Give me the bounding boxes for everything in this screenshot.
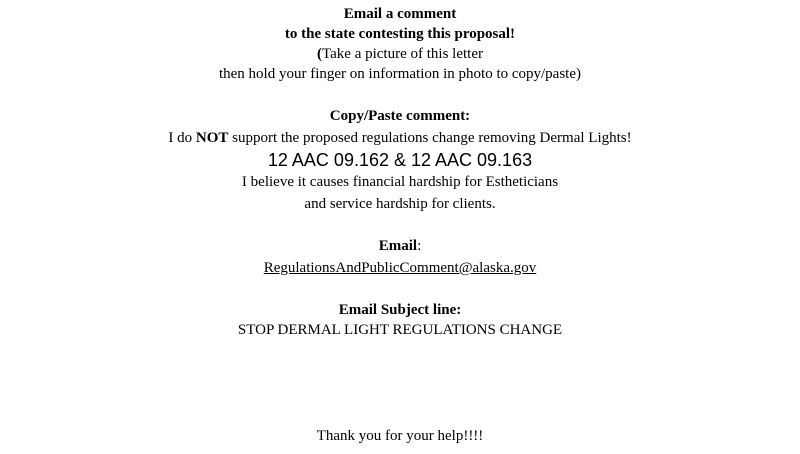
comment-text-after: support the proposed regulations change removing Dermal Lights!: [228, 130, 632, 146]
subject-text: STOP DERMAL LIGHT REGULATIONS CHANGE: [237, 322, 563, 338]
header-line-4: then hold your finger on information in photo to copy/paste): [218, 66, 581, 82]
closing-thanks: Thank you for your help!!!!: [316, 428, 484, 444]
header-line-3: [0, 44, 800, 64]
subject-heading: Email Subject line:: [338, 302, 462, 318]
email-address-link[interactable]: RegulationsAndPublicComment@alaska.gov: [263, 260, 537, 276]
reason-line-2: and service hardship for clients.: [304, 196, 496, 212]
comment-emphasis: NOT: [195, 130, 229, 146]
signature-line-cropped: [0, 446, 800, 454]
header-line-1: Email a comment: [343, 6, 457, 22]
regulation-reference: 12 AAC 09.162 & 12 AAC 09.163: [267, 150, 533, 170]
email-colon: :: [417, 238, 422, 254]
reason-line-1: I believe it causes financial hardship for Estheticians: [241, 174, 559, 190]
header-line-3-text: Take a picture of this letter: [322, 46, 483, 62]
comment-statement: [0, 128, 800, 148]
comment-text-before: I do: [168, 130, 196, 146]
email-label: Email: [378, 238, 418, 254]
email-heading: [0, 236, 800, 256]
header-line-2: to the state contesting this proposal!: [284, 26, 516, 42]
open-paren: (: [317, 46, 323, 62]
comment-heading: Copy/Paste comment:: [329, 108, 471, 124]
